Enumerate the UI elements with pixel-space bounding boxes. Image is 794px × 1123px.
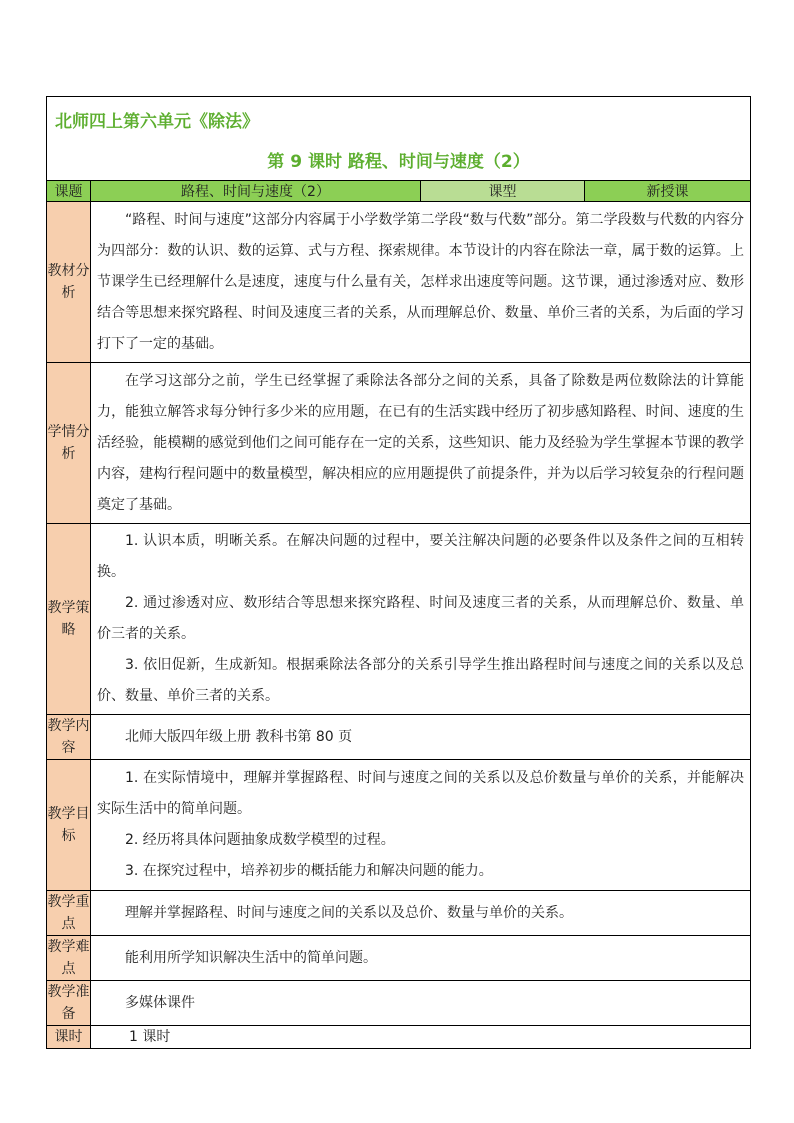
student-analysis-text: 在学习这部分之前，学生已经掌握了乘除法各部分之间的关系，具备了除数是两位数除法的计算能力，能独立解答求每分钟行多少米的应用题，在已有的生活实践中经历了初步感知路程、时间、速度的生活经验，能模糊的感觉到他们之间可能存在一定的关系，这些知识、能力及经验为学生掌握本节课的教学内容，建构行程问题中的数量模型，解决相应的应用题提供了前提条件，并为以后学习较复杂的行程问题奠定了基础。 xyxy=(97,372,744,513)
preparation-text: 多媒体课件 xyxy=(91,981,751,1026)
duration-label: 课时 xyxy=(47,1026,91,1049)
type-value: 新授课 xyxy=(585,181,751,202)
textbook-analysis-row xyxy=(47,202,751,363)
student-analysis-label: 学情分析 xyxy=(47,363,91,524)
topic-value: 路程、时间与速度（2） xyxy=(91,181,421,202)
textbook-analysis-text: “路程、时间与速度”这部分内容属于小学数学第二学段“数与代数”部分。第二学段数与代数的内容分为四部分：数的认识、数的运算、式与方程、探索规律。本节设计的内容在除法一章，属于数的运算。上节课学生已经理解什么是速度，速度与什么量有关，怎样求出速度等问题。这节课，通过渗透对应、数形结合等思想来探究路程、时间及速度三者的关系，从而理解总价、数量、单价三者的关系，为后面的学习打下了一定的基础。 xyxy=(97,211,744,352)
topic-row xyxy=(47,181,751,202)
difficulties-text: 能利用所学知识解决生活中的简单问题。 xyxy=(91,936,751,981)
goal-item: 2. 经历将具体问题抽象成数学模型的过程。 xyxy=(125,832,395,848)
textbook-analysis-label: 教材分析 xyxy=(47,202,91,363)
goals-label: 教学目标 xyxy=(47,760,91,891)
unit-title: 北师四上第六单元《除法》 xyxy=(55,112,259,132)
strategy-item: 3. 依旧促新，生成新知。根据乘除法各部分的关系引导学生推出路程时间与速度之间的关系以及总价、数量、单价三者的关系。 xyxy=(97,657,744,704)
strategy-row xyxy=(47,524,751,715)
teaching-content-row xyxy=(47,715,751,760)
lesson-plan-table xyxy=(46,96,751,1049)
difficulties-label: 教学难点 xyxy=(47,936,91,981)
strategy-item: 1. 认识本质，明晰关系。在解决问题的过程中，要关注解决问题的必要条件以及条件之间的互相转换。 xyxy=(97,533,744,580)
difficulties-row xyxy=(47,936,751,981)
strategy-label: 教学策略 xyxy=(47,524,91,715)
key-points-label: 教学重点 xyxy=(47,891,91,936)
topic-label: 课题 xyxy=(47,181,91,202)
goals-row xyxy=(47,760,751,891)
preparation-label: 教学准备 xyxy=(47,981,91,1026)
duration-text: 1 课时 xyxy=(91,1026,751,1049)
duration-row xyxy=(47,1026,751,1049)
title-cell xyxy=(47,97,751,181)
type-label: 课型 xyxy=(421,181,585,202)
student-analysis-row xyxy=(47,363,751,524)
teaching-content-text: 北师大版四年级上册 教科书第 80 页 xyxy=(91,715,751,760)
lesson-title: 第 9 课时 路程、时间与速度（2） xyxy=(267,152,530,172)
goal-item: 3. 在探究过程中，培养初步的概括能力和解决问题的能力。 xyxy=(125,863,493,879)
strategy-item: 2. 通过渗透对应、数形结合等思想来探究路程、时间及速度三者的关系，从而理解总价、数量、单价三者的关系。 xyxy=(97,595,744,642)
key-points-row xyxy=(47,891,751,936)
lesson-plan xyxy=(46,96,750,1049)
preparation-row xyxy=(47,981,751,1026)
goal-item: 1. 在实际情境中，理解并掌握路程、时间与速度之间的关系以及总价数量与单价的关系，并能解决实际生活中的简单问题。 xyxy=(97,770,744,817)
teaching-content-label: 教学内容 xyxy=(47,715,91,760)
key-points-text: 理解并掌握路程、时间与速度之间的关系以及总价、数量与单价的关系。 xyxy=(91,891,751,936)
